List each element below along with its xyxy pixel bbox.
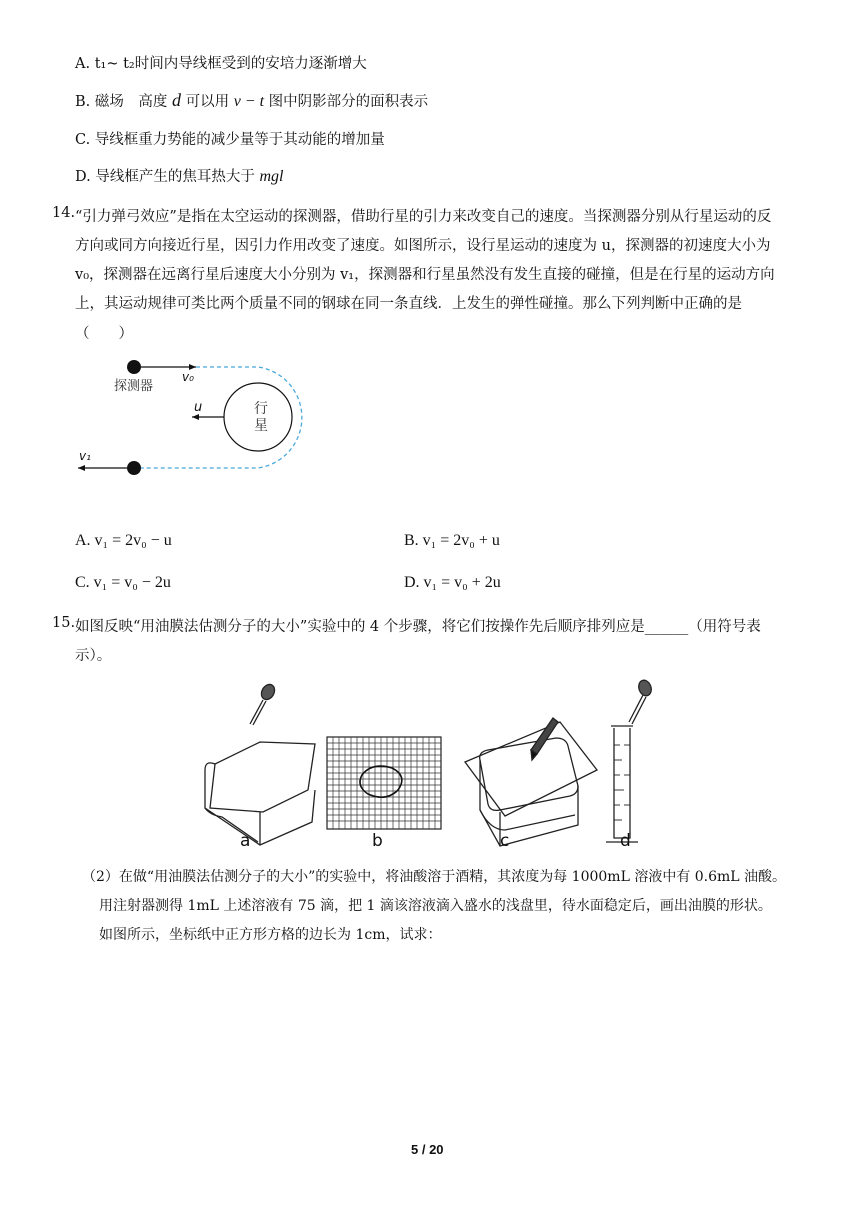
v0-label: v₀ — [182, 370, 194, 384]
step-b-grid-paper — [327, 737, 441, 829]
probe-trajectory — [141, 367, 302, 468]
q14-line-4: 上，其运动规律可类比两个质量不同的钢球在同一条直线．上发生的弹性碰撞。那么下列判断中正确的是 — [75, 296, 742, 312]
planet-label-1: 行 — [254, 401, 268, 417]
q15-part2-line-3: 如图所示，坐标纸中正方形方格的边长为 1cm，试求： — [99, 927, 442, 943]
q13-option-d — [75, 165, 283, 186]
u-label: u — [194, 400, 203, 415]
q15-part2-line-1: （2）在做“用油膜法估测分子的大小”的实验中，将油酸溶于酒精，其浓度为每 1000mL 溶液中有 0.6mL 油酸。 — [82, 869, 787, 885]
v1-label: v₁ — [79, 449, 91, 463]
q15-line-1: 如图反映“用油膜法估测分子的大小”实验中的 4 个步骤，将它们按操作先后顺序排列应是______（用符号表 — [75, 619, 761, 635]
q14-option-b: B. v₁ = 2v₀ + u — [404, 532, 500, 549]
q14-answer-bracket: （ ） — [75, 326, 133, 342]
q15-number: 15. — [52, 615, 76, 631]
q14-line-1: “引力弹弓效应”是指在太空运动的探测器，借助行星的引力来改变自己的速度。当探测器分别从行星运动的反 — [75, 209, 772, 225]
q13-option-c: C. 导线框重力势能的减少量等于其动能的增加量 — [75, 132, 385, 148]
q14-number: 14. — [52, 205, 76, 221]
step-d-graduated-cylinder — [606, 678, 653, 842]
q13-option-b-suffix: 图中阴影部分的面积表示 — [268, 94, 429, 110]
q14-line-3: v₀，探测器在远离行星后速度大小分别为 v₁，探测器和行星虽然没有发生直接的碰撞，但是在行星的运动方向 — [75, 267, 775, 283]
q13-option-b-mid: 可以用 — [185, 94, 230, 110]
q14-line-2: 方向或同方向接近行星，因引力作用改变了速度。如图所示，设行星运动的速度为 u，探测器的初速度大小为 — [75, 238, 771, 254]
q14-option-c: C. v₁ = v₀ − 2u — [75, 574, 171, 591]
q13-option-d-prefix: D. 导线框产生的焦耳热大于 — [75, 169, 255, 185]
figure-label-b: b — [372, 831, 383, 851]
step-c-tray-glass-pen — [465, 718, 597, 846]
q13-option-b-var: d — [171, 90, 181, 110]
figure-label-a: a — [240, 831, 251, 851]
q14-option-d: D. v₁ = v₀ + 2u — [404, 574, 501, 591]
figure-label-c: c — [500, 831, 510, 851]
q14-option-a: A. v₁ = 2v₀ − u — [75, 532, 172, 549]
planet-label-2: 星 — [254, 418, 268, 434]
q15-part2-line-2: 用注射器测得 1mL 上述溶液有 75 滴，把 1 滴该溶液滴入盛水的浅盘里，待水面稳定后，画出油膜的形状。 — [99, 898, 772, 914]
probe-label: 探测器 — [114, 379, 154, 394]
step-a-dropper-tray — [205, 682, 315, 845]
page-number: 5 / 20 — [411, 1142, 444, 1157]
q13-option-b — [75, 90, 428, 111]
q13-option-b-vt: v − t — [233, 93, 265, 110]
figure-label-d: d — [620, 831, 631, 851]
probe-initial-dot — [127, 360, 141, 374]
q13-option-b-prefix: B. 磁场 高度 — [75, 94, 168, 110]
q15-line-2: 示）。 — [75, 648, 112, 664]
q13-option-a: A. t₁~ t₂时间内导线框受到的安培力逐渐增大 — [75, 56, 367, 72]
probe-final-dot — [127, 461, 141, 475]
q13-option-d-math: mgl — [259, 168, 284, 185]
planet-circle — [224, 383, 292, 451]
